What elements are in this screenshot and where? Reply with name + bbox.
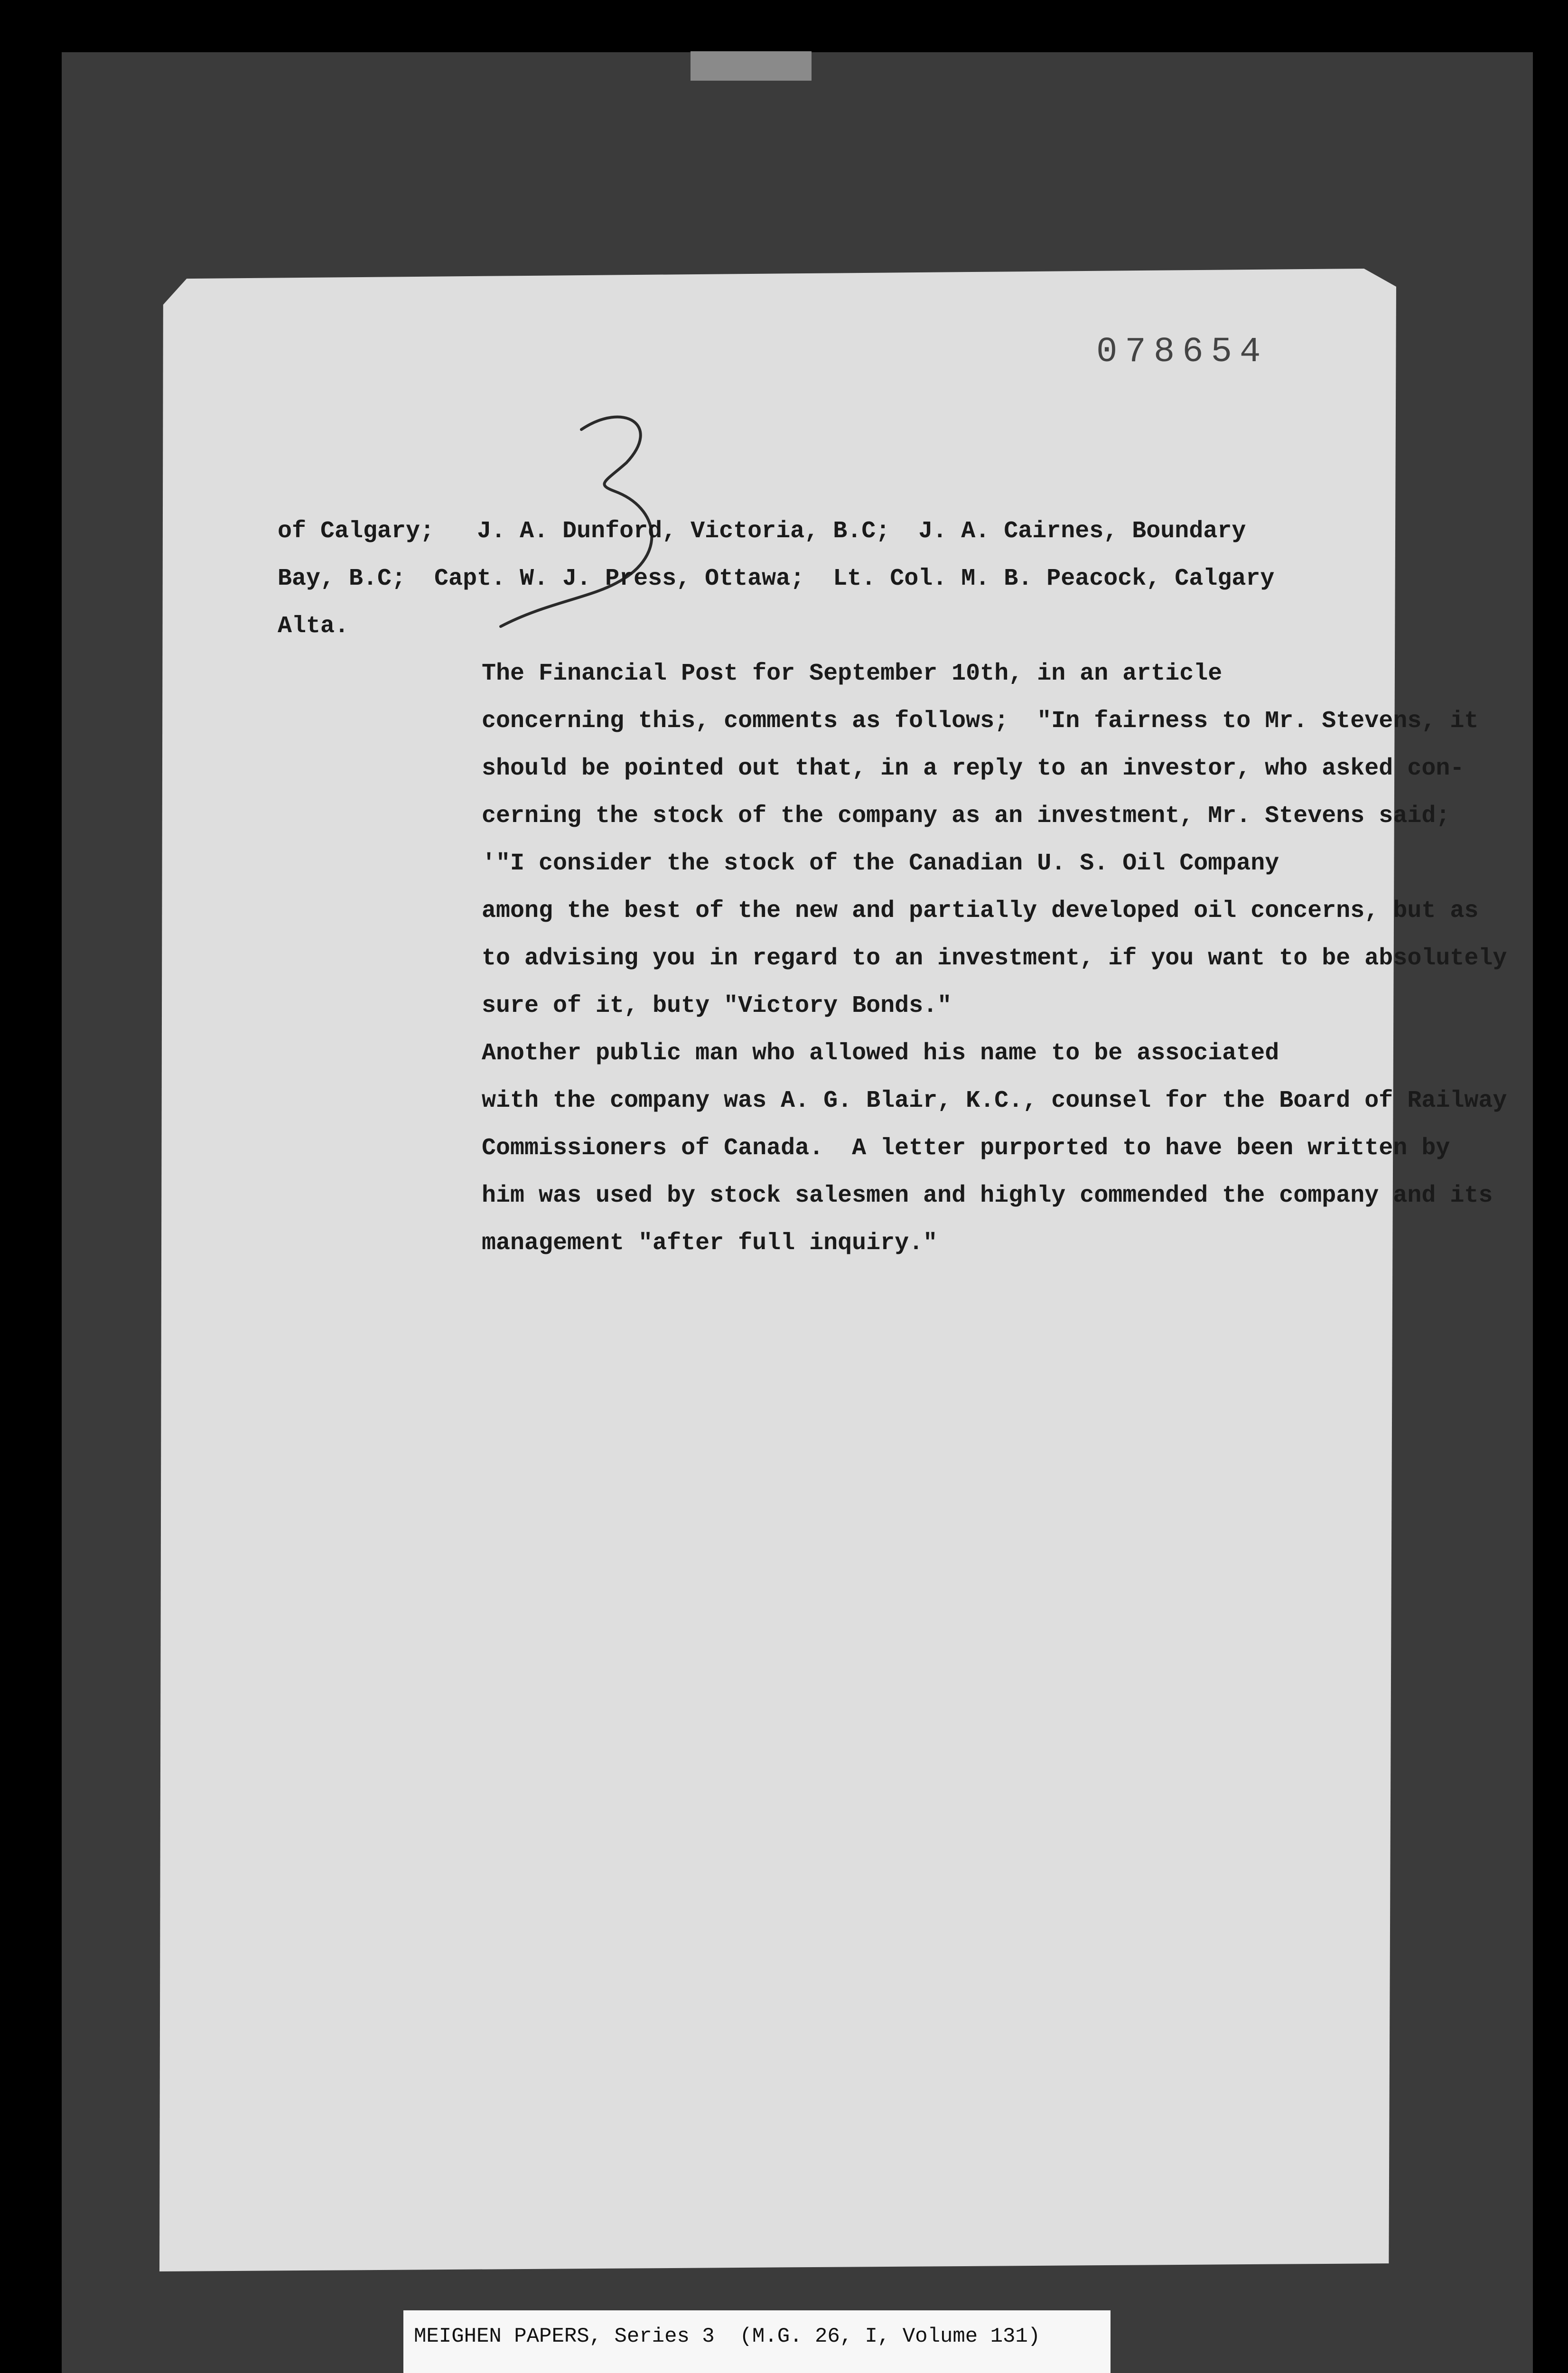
text-line: him was used by stock salesmen and highly commended the company and its — [482, 1182, 1493, 1209]
text-line: to advising you in regard to an investment, if you want to be absolutely — [482, 945, 1507, 972]
text-line: among the best of the new and partially developed oil concerns, but as — [482, 897, 1479, 925]
text-line: Another public man who allowed his name to be associated — [482, 1040, 1279, 1067]
text-line: Commissioners of Canada. A letter purported to have been written by — [482, 1135, 1450, 1162]
text-line: Alta. — [278, 613, 349, 640]
paragraph — [278, 1030, 1507, 1267]
paragraph — [278, 650, 1507, 1030]
letter-body — [278, 508, 1507, 1267]
text-line: of Calgary; J. A. Dunford, Victoria, B.C; J. A. Cairnes, Boundary — [278, 518, 1246, 545]
text-line: with the company was A. G. Blair, K.C., counsel for the Board of Railway — [482, 1087, 1507, 1114]
document-number: 078654 — [1096, 332, 1269, 372]
paragraph — [278, 508, 1307, 650]
text-line: sure of it, buty "Victory Bonds." — [482, 992, 952, 1019]
text-line: The Financial Post for September 10th, in an article — [482, 660, 1223, 687]
text-line: concerning this, comments as follows; "In fairness to Mr. Stevens, it — [482, 708, 1479, 735]
mounting-tab — [691, 51, 812, 81]
text-line: management "after full inquiry." — [482, 1230, 938, 1257]
text-line: cerning the stock of the company as an investment, Mr. Stevens said; — [482, 803, 1450, 830]
text-line: Bay, B.C; Capt. W. J. Press, Ottawa; Lt. Col. M. B. Peacock, Calgary — [278, 565, 1275, 592]
text-line: should be pointed out that, in a reply to an investor, who asked con- — [482, 755, 1465, 782]
archive-reference-text: MEIGHEN PAPERS, Series 3 (M.G. 26, I, Volume 131) — [414, 2325, 1041, 2348]
text-line: '"I consider the stock of the Canadian U. S. Oil Company — [482, 850, 1279, 877]
archive-reference-label — [403, 2310, 1111, 2373]
